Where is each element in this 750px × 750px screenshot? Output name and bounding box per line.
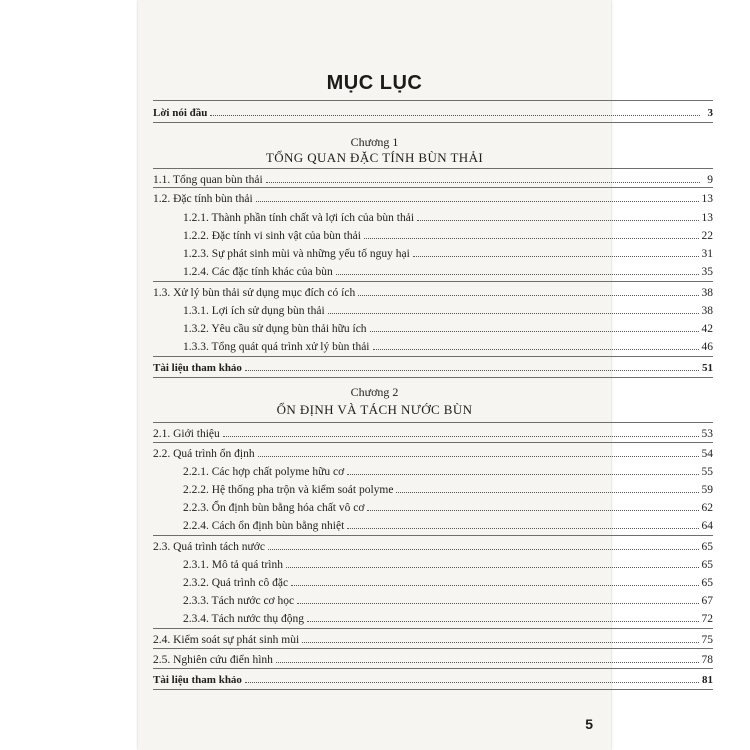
toc-entry-label: 2.2.1. Các hợp chất polyme hữu cơ: [183, 466, 345, 478]
toc-entry-label: 1.2.1. Thành phần tính chất và lợi ích của bùn thải: [183, 212, 415, 224]
toc-entry: [153, 424, 713, 440]
leader-dots: [302, 642, 698, 643]
leader-dots: [417, 220, 698, 221]
toc-entry-references: [153, 358, 713, 374]
leader-dots: [307, 621, 698, 622]
toc-entry-page: 67: [701, 595, 713, 607]
toc-entry-label: 2.3. Quá trình tách nước: [153, 541, 265, 553]
toc-entry-page: 62: [701, 502, 713, 514]
chapter-number: Chương 2: [350, 385, 399, 399]
leader-dots: [266, 182, 700, 183]
toc-entry-label: Tài liệu tham khảo: [153, 674, 242, 686]
chapter-title: TỔNG QUAN ĐẶC TÍNH BÙN THẢI: [265, 150, 484, 165]
toc-entry-page: 38: [701, 287, 713, 299]
toc-entry: [183, 573, 713, 589]
toc-entry: [153, 630, 713, 646]
leader-dots: [347, 528, 698, 529]
toc-entry-label: 2.3.3. Tách nước cơ học: [183, 595, 295, 607]
toc-entry: [153, 189, 713, 205]
divider: [153, 668, 713, 669]
toc-entry-page: 9: [707, 174, 713, 186]
leader-dots: [347, 474, 698, 475]
toc-entry-label: 1.3.2. Yêu cầu sử dụng bùn thải hữu ích: [183, 323, 367, 335]
toc-entry: [183, 480, 713, 496]
divider: [153, 689, 713, 690]
toc-entry-page: 3: [707, 107, 713, 119]
leader-dots: [245, 370, 699, 371]
toc-entry-page: 75: [701, 634, 713, 646]
leader-dots: [413, 256, 699, 257]
toc-entry-page: 51: [702, 362, 713, 374]
leader-dots: [370, 331, 699, 332]
leader-dots: [396, 492, 698, 493]
toc-entry-page: 22: [701, 230, 713, 242]
leader-dots: [276, 662, 699, 663]
toc-entry-label: Lời nói đầu: [153, 107, 208, 119]
toc-entry-label: 1.2.3. Sự phát sinh mùi và những yếu tố nguy hại: [183, 248, 410, 260]
divider: [153, 100, 713, 101]
leader-dots: [258, 456, 699, 457]
leader-dots: [245, 682, 699, 683]
toc-entry-page: 13: [701, 212, 713, 224]
leader-dots: [210, 115, 700, 116]
toc-entry-label: 2.4. Kiểm soát sự phát sinh mùi: [153, 634, 300, 646]
divider: [153, 356, 713, 357]
divider: [153, 281, 713, 282]
toc-entry-label: 1.3.3. Tổng quát quá trình xử lý bùn thải: [183, 341, 370, 353]
leader-dots: [297, 603, 698, 604]
divider: [153, 168, 713, 169]
divider: [153, 187, 713, 188]
toc-entry: [183, 498, 713, 514]
toc-entry-label: 1.3. Xử lý bùn thải sử dụng mục đích có ích: [153, 287, 356, 299]
book-page: [138, 0, 713, 750]
toc-heading: MỤC LỤC: [326, 72, 423, 94]
leader-dots: [367, 510, 698, 511]
leader-dots: [364, 238, 699, 239]
toc-entry-page: 65: [701, 541, 713, 553]
toc-entry-page: 54: [701, 448, 713, 460]
divider: [153, 628, 713, 629]
leader-dots: [373, 349, 699, 350]
toc-entry: [183, 244, 713, 260]
toc-entry-label: 1.2.4. Các đặc tính khác của bùn: [183, 266, 333, 278]
toc-entry: [153, 170, 713, 186]
toc-entry-label: 2.3.4. Tách nước thụ động: [183, 613, 305, 625]
toc-entry: [183, 591, 713, 607]
toc-entry-label: Tài liệu tham khảo: [153, 362, 242, 374]
toc-entry-page: 78: [701, 654, 713, 666]
toc-entry-references: [153, 670, 713, 686]
toc-entry-page: 64: [701, 520, 713, 532]
toc-entry-page: 42: [701, 323, 713, 335]
toc-entry: [183, 555, 713, 571]
toc-entry-label: 2.1. Giới thiệu: [153, 428, 220, 440]
divider: [153, 377, 713, 378]
leader-dots: [328, 313, 699, 314]
leader-dots: [358, 295, 698, 296]
toc-entry-page: 81: [702, 674, 713, 686]
toc-entry: [183, 319, 713, 335]
toc-entry: [153, 537, 713, 553]
toc-entry: [183, 609, 713, 625]
toc-entry-label: 1.2.2. Đặc tính vi sinh vật của bùn thải: [183, 230, 361, 242]
leader-dots: [223, 436, 699, 437]
toc-entry: [183, 208, 713, 224]
chapter-title: ỔN ĐỊNH VÀ TÁCH NƯỚC BÙN: [276, 402, 473, 417]
toc-entry-page: 46: [701, 341, 713, 353]
leader-dots: [291, 585, 698, 586]
toc-entry: [183, 226, 713, 242]
toc-entry-label: 2.2.3. Ổn định bùn bằng hóa chất vô cơ: [183, 502, 365, 514]
divider: [153, 535, 713, 536]
divider: [153, 422, 713, 423]
toc-entry-label: 2.2.2. Hệ thống pha trộn và kiểm soát polyme: [183, 484, 394, 496]
toc-entry-label: 2.3.2. Quá trình cô đặc: [183, 577, 289, 589]
toc-entry-page: 59: [701, 484, 713, 496]
leader-dots: [268, 549, 699, 550]
toc-entry-label: 2.3.1. Mô tả quá trình: [183, 559, 283, 571]
toc-entry-page: 55: [701, 466, 713, 478]
page-number: 5: [585, 716, 593, 732]
toc-entry: [183, 301, 713, 317]
toc-entry-label: 2.2.4. Cách ổn định bùn bằng nhiệt: [183, 520, 345, 532]
toc-entry-preface: [153, 103, 713, 119]
toc-entry: [183, 262, 713, 278]
leader-dots: [286, 567, 699, 568]
toc-entry-label: 1.1. Tổng quan bùn thải: [153, 174, 263, 186]
toc-entry-label: 1.2. Đặc tính bùn thải: [153, 193, 253, 205]
toc-entry-label: 1.3.1. Lợi ích sử dụng bùn thải: [183, 305, 325, 317]
leader-dots: [336, 274, 699, 275]
chapter-number: Chương 1: [350, 135, 399, 149]
toc-entry: [183, 337, 713, 353]
toc-entry-page: 65: [701, 577, 713, 589]
toc-entry-page: 13: [701, 193, 713, 205]
toc-entry: [153, 444, 713, 460]
toc-entry: [153, 283, 713, 299]
toc-entry-label: 2.5. Nghiên cứu điển hình: [153, 654, 273, 666]
toc-entry: [153, 650, 713, 666]
toc-entry: [183, 462, 713, 478]
divider: [153, 648, 713, 649]
divider: [153, 122, 713, 123]
toc-entry-page: 38: [701, 305, 713, 317]
divider: [153, 442, 713, 443]
toc-entry-page: 53: [701, 428, 713, 440]
toc-entry-page: 35: [701, 266, 713, 278]
toc-entry-page: 72: [701, 613, 713, 625]
toc-entry-label: 2.2. Quá trình ổn định: [153, 448, 255, 460]
toc-entry-page: 31: [701, 248, 713, 260]
toc-entry-page: 65: [701, 559, 713, 571]
leader-dots: [256, 201, 699, 202]
toc-entry: [183, 516, 713, 532]
